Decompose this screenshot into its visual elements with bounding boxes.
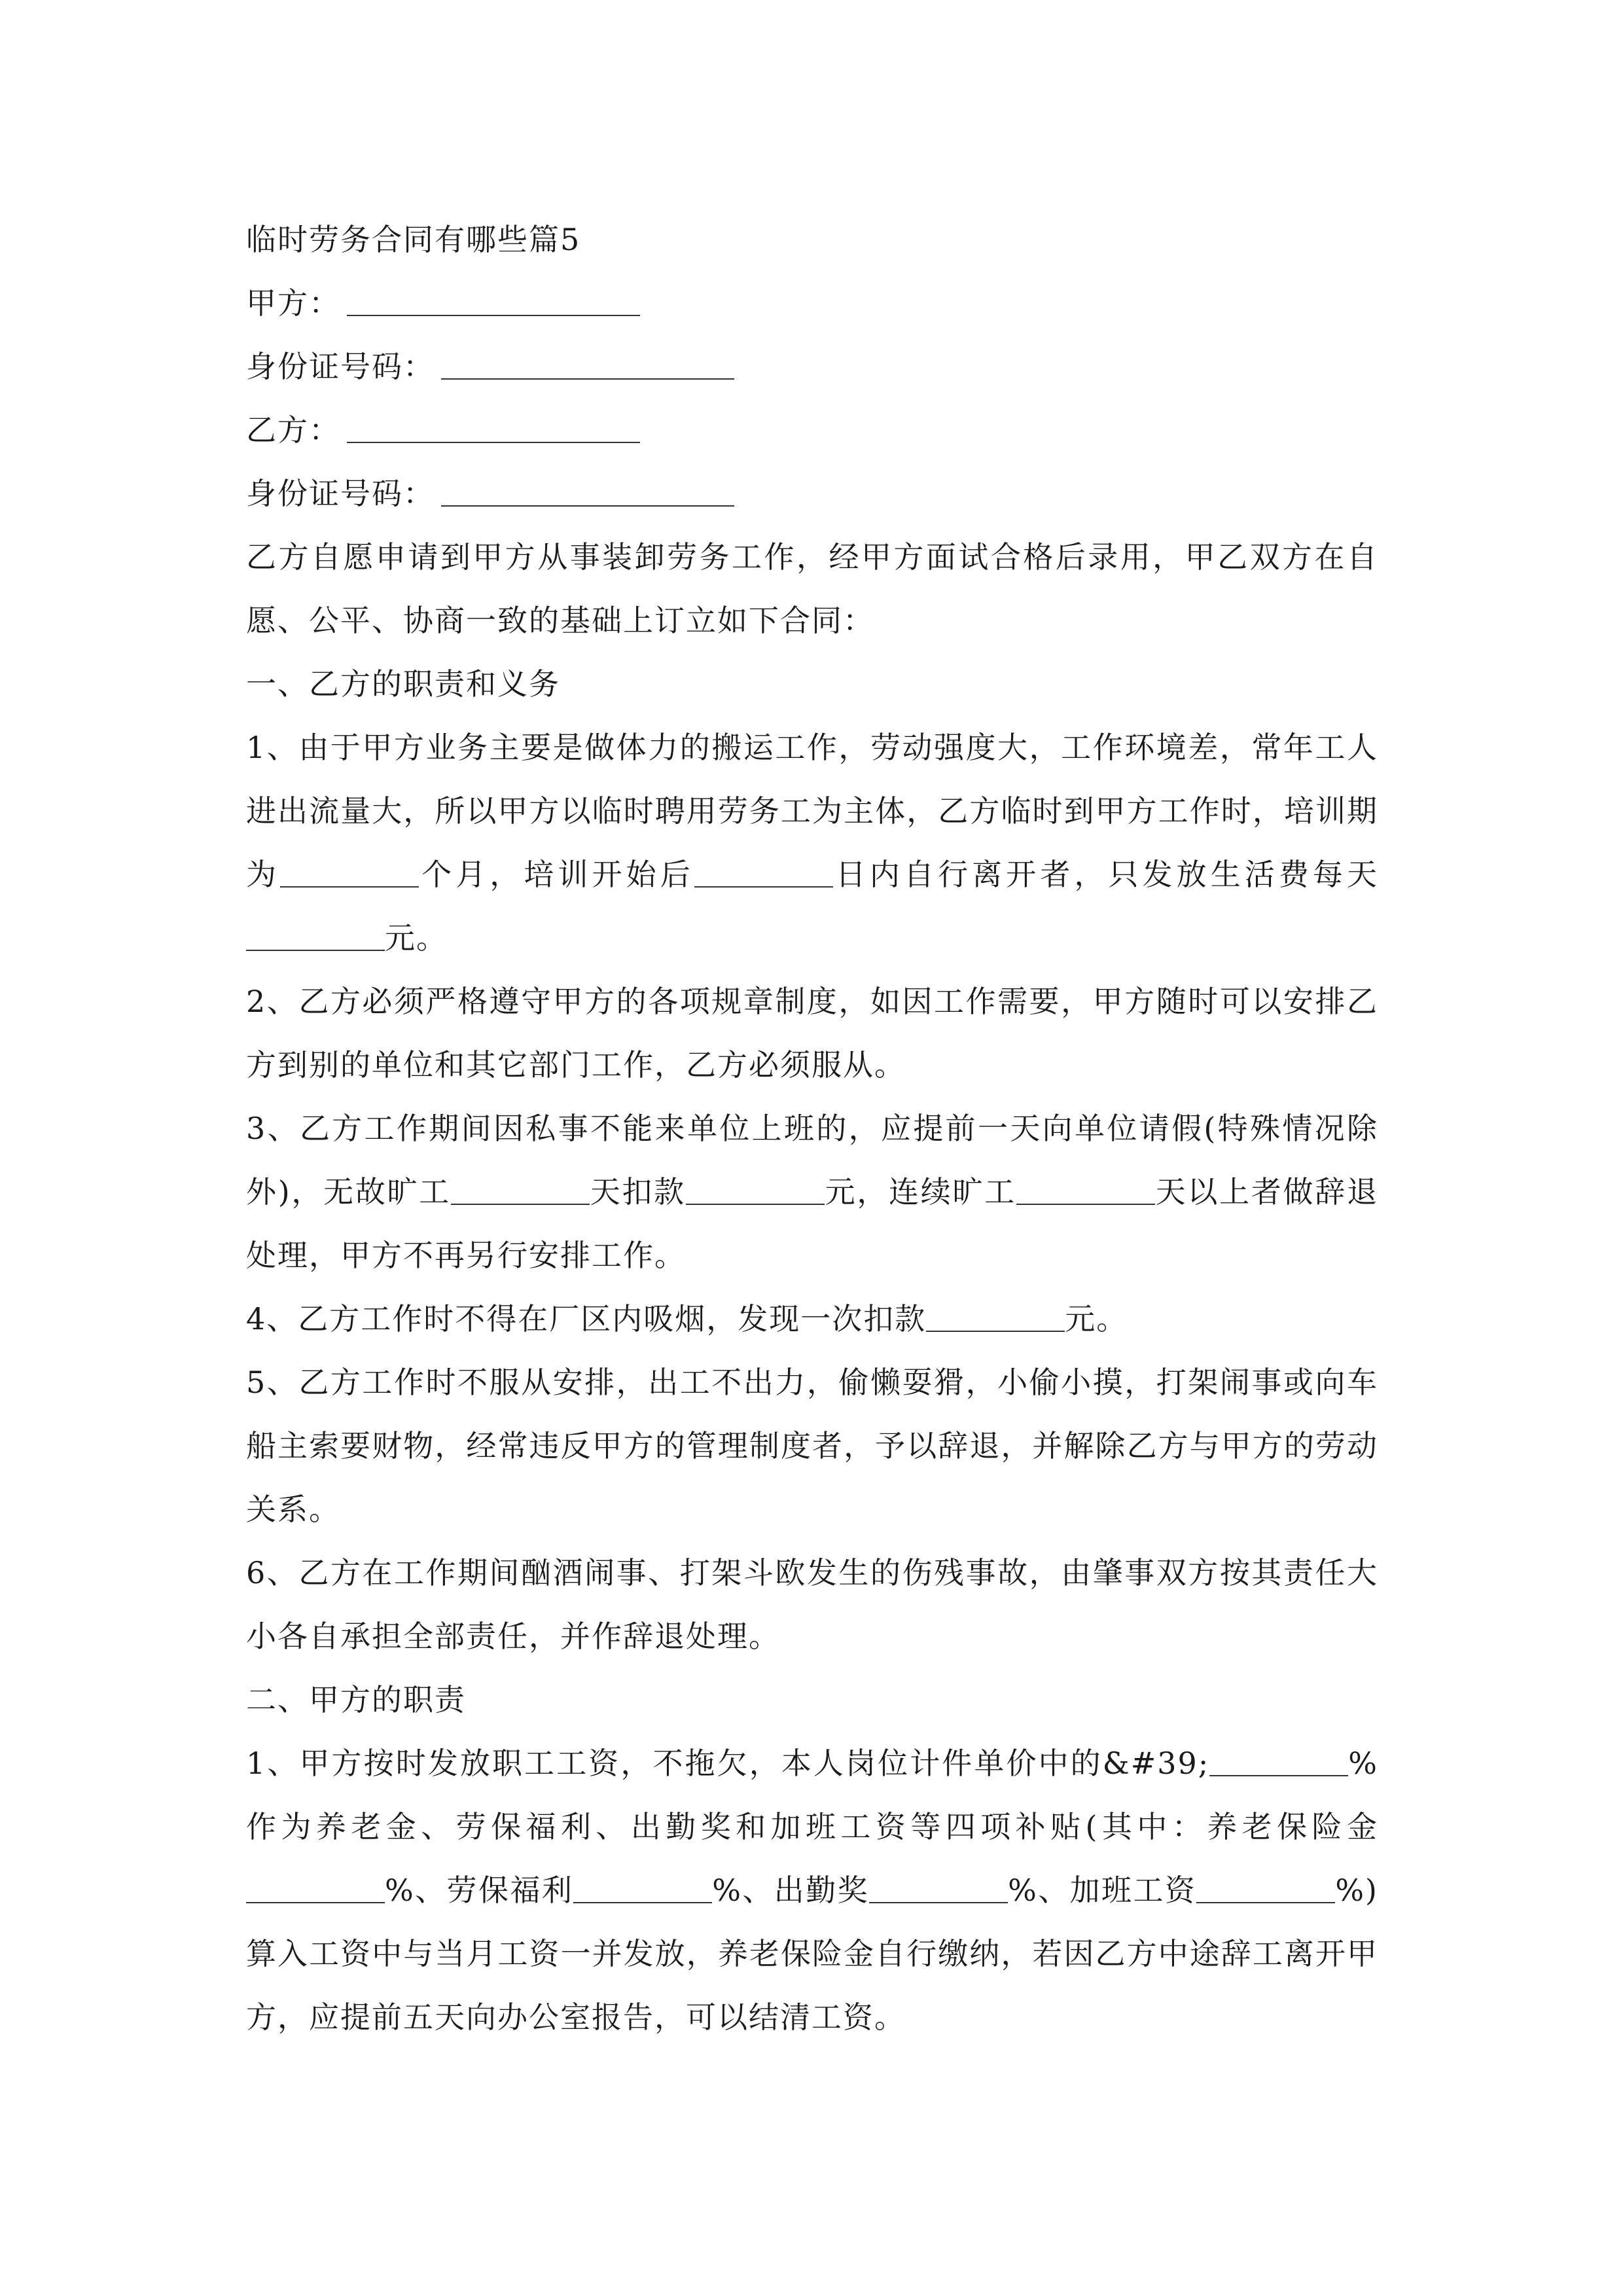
id-a-blank <box>441 352 734 380</box>
overtime-percent-blank <box>1196 1876 1335 1903</box>
section1-item1: 1、由于甲方业务主要是做体力的搬运工作，劳动强度大，工作环境差，常年工人进出流量大，所以甲方以临时聘用劳务工为主体，乙方临时到甲方工作时，培训期为 个月，培训开始后 日内自行离开者，只发放生活费每天元。 <box>246 730 1379 956</box>
leave-days-blank <box>694 860 833 888</box>
absence-days-blank <box>451 1177 590 1205</box>
id-a-label: 身份证号码： <box>246 349 435 384</box>
training-months-blank <box>280 860 419 888</box>
document-title: 临时劳务合同有哪些篇5 <box>246 222 581 257</box>
section1-item5: 5、乙方工作时不服从安排，出工不出力，偷懒耍猾，小偷小摸，打架闹事或向车船主索要财物，经常违反甲方的管理制度者，予以辞退，并解除乙方与甲方的劳动关系。 <box>246 1365 1378 1527</box>
intro-paragraph: 乙方自愿申请到甲方从事装卸劳务工作，经甲方面试合格后录用，甲乙双方在自愿、公平、协商一致的基础上订立如下合同： <box>246 539 1378 638</box>
party-a-blank <box>347 289 640 316</box>
section1-item4: 4、乙方工作时不得在厂区内吸烟，发现一次扣款 元。 <box>246 1301 1128 1336</box>
section2-item1: 1、甲方按时发放职工工资，不拖欠，本人岗位计件单价中的&#39; %作为养老金、劳保福利、出勤奖和加班工资等四项补贴(其中：养老保险金%、劳保福利 %、出勤奖 %、加班工资 %)算入工资中与当月工资一并发放，养老保险金自行缴纳，若因乙方中途辞工离开甲方，应提前五天向办公室报告，可以结清工资。 <box>246 1746 1378 2035</box>
section2-heading: 二、甲方的职责 <box>246 1682 466 1717</box>
smoking-fine-blank <box>926 1304 1065 1332</box>
consecutive-absence-blank <box>1016 1177 1155 1205</box>
welfare-percent-blank <box>573 1876 712 1903</box>
id-b-label: 身份证号码： <box>246 476 435 511</box>
party-a-label: 甲方： <box>246 285 340 321</box>
section1-item2: 2、乙方必须严格遵守甲方的各项规章制度，如因工作需要，甲方随时可以安排乙方到别的单位和其它部门工作，乙方必须服从。 <box>246 984 1378 1083</box>
id-a-field <box>246 335 1378 399</box>
party-b-field <box>246 399 1378 462</box>
party-a-field <box>246 272 1378 335</box>
id-b-field <box>246 462 1378 526</box>
attendance-percent-blank <box>869 1876 1008 1903</box>
section1-item3: 3、乙方工作期间因私事不能来单位上班的，应提前一天向单位请假(特殊情况除外)，无故旷工 天扣款 元，连续旷工 天以上者做辞退处理，甲方不再另行安排工作。 <box>246 1111 1379 1273</box>
living-allowance-blank <box>246 924 385 951</box>
party-b-label: 乙方： <box>246 412 340 448</box>
deduction-amount-blank <box>686 1177 825 1205</box>
section1-item6: 6、乙方在工作期间酗酒闹事、打架斗欧发生的伤残事故，由肇事双方按其责任大小各自承担全部责任，并作辞退处理。 <box>246 1555 1378 1654</box>
subsidy-percent-blank <box>1209 1749 1348 1776</box>
pension-percent-blank <box>246 1876 385 1903</box>
section1-heading: 一、乙方的职责和义务 <box>246 666 560 702</box>
party-b-blank <box>347 416 640 443</box>
id-b-blank <box>441 479 734 507</box>
document-body <box>246 208 1378 2049</box>
